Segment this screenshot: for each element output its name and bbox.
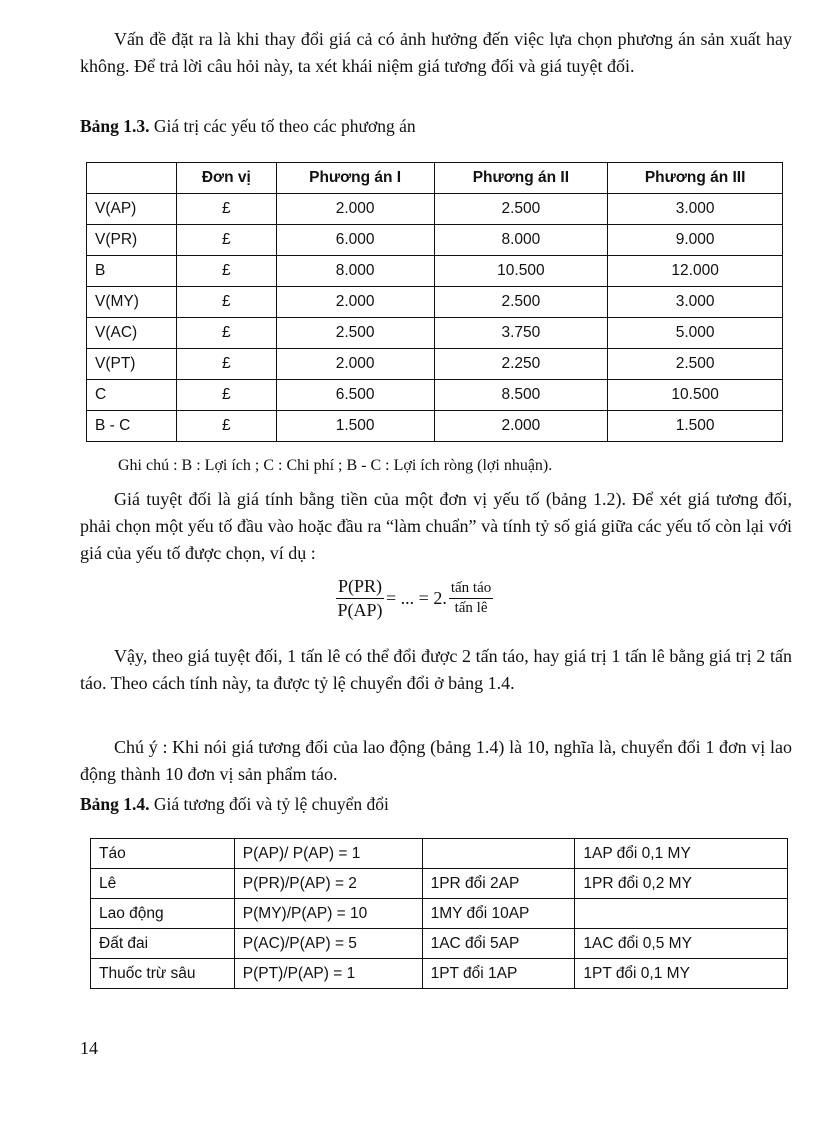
header-cell: Phương án I (276, 163, 434, 194)
value-cell: 3.750 (434, 318, 608, 349)
unit-cell: £ (176, 256, 276, 287)
row-label: V(PT) (87, 349, 177, 380)
row-label: Lê (91, 869, 235, 899)
table-1-4-caption-text: Giá tương đối và tỷ lệ chuyển đổi (149, 794, 389, 814)
table-row (91, 869, 788, 899)
table-1-3-caption (80, 116, 416, 137)
row-label: C (87, 380, 177, 411)
unit-cell: £ (176, 380, 276, 411)
unit-cell: £ (176, 318, 276, 349)
conversion-my-cell (575, 899, 788, 929)
conversion-cell: 1MY đổi 10AP (422, 899, 575, 929)
note-paragraph: Chú ý : Khi nói giá tương đối của lao động (bảng 1.4) là 10, nghĩa là, chuyển đổi 1 đơn vị lao động thành 10 đơn vị sản phẩm táo. (80, 737, 792, 784)
conversion-my-cell: 1AP đổi 0,1 MY (575, 839, 788, 869)
table-row (87, 225, 783, 256)
value-cell: 2.500 (276, 318, 434, 349)
table-1-3-caption-label: Bảng 1.3. (80, 116, 150, 136)
row-label: V(AP) (87, 194, 177, 225)
table-header-row (87, 163, 783, 194)
value-cell: 2.000 (434, 411, 608, 442)
value-cell: 12.000 (608, 256, 783, 287)
ratio-cell: P(PR)/P(AP) = 2 (234, 869, 422, 899)
table-row (91, 839, 788, 869)
page-number: 14 (80, 1038, 98, 1058)
table-1-3-note: Ghi chú : B : Lợi ích ; C : Chi phí ; B - C : Lợi ích ròng (lợi nhuận). (118, 457, 553, 474)
value-cell: 2.500 (434, 287, 608, 318)
row-label: Lao động (91, 899, 235, 929)
conversion-my-cell: 1AC đổi 0,5 MY (575, 929, 788, 959)
unit-cell: £ (176, 349, 276, 380)
value-cell: 10.500 (434, 256, 608, 287)
ratio-cell: P(AP)/ P(AP) = 1 (234, 839, 422, 869)
table-row (91, 899, 788, 929)
value-cell: 2.500 (434, 194, 608, 225)
unit-cell: £ (176, 194, 276, 225)
unit-cell: £ (176, 225, 276, 256)
table-row (87, 287, 783, 318)
conversion-cell: 1PR đổi 2AP (422, 869, 575, 899)
conversion-cell: 1AC đổi 5AP (422, 929, 575, 959)
conversion-paragraph: Vậy, theo giá tuyệt đối, 1 tấn lê có thể đổi được 2 tấn táo, hay giá trị 1 tấn lê bằng giá trị 2 tấn táo. Theo cách tính này, ta được tỷ lệ chuyển đổi ở bảng 1.4. (80, 646, 792, 693)
value-cell: 6.000 (276, 225, 434, 256)
table-row (87, 194, 783, 225)
conversion-my-cell: 1PR đổi 0,2 MY (575, 869, 788, 899)
formula-equals: = ... = 2. (386, 588, 447, 608)
price-ratio-fraction (336, 576, 384, 621)
value-cell: 2.000 (276, 349, 434, 380)
value-cell: 5.000 (608, 318, 783, 349)
header-cell: Đơn vị (176, 163, 276, 194)
table-row (87, 318, 783, 349)
table-row (91, 929, 788, 959)
value-cell: 1.500 (608, 411, 783, 442)
value-cell: 8.000 (276, 256, 434, 287)
conversion-cell (422, 839, 575, 869)
fraction-denominator: P(AP) (337, 600, 383, 620)
table-row (87, 349, 783, 380)
table-row (87, 256, 783, 287)
table-1-4-caption-label: Bảng 1.4. (80, 794, 150, 814)
conversion-my-cell: 1PT đổi 0,1 MY (575, 959, 788, 989)
table-1-4 (90, 838, 788, 989)
table-row (91, 959, 788, 989)
ratio-cell: P(AC)/P(AP) = 5 (234, 929, 422, 959)
value-cell: 3.000 (608, 194, 783, 225)
unit-cell: £ (176, 411, 276, 442)
header-cell: Phương án III (608, 163, 783, 194)
unit-cell: £ (176, 287, 276, 318)
value-cell: 9.000 (608, 225, 783, 256)
value-cell: 3.000 (608, 287, 783, 318)
row-label: Táo (91, 839, 235, 869)
fraction-numerator: tấn táo (449, 580, 493, 599)
fraction-denominator: tấn lê (454, 600, 488, 616)
value-cell: 1.500 (276, 411, 434, 442)
unit-ratio-fraction (449, 580, 493, 617)
table-1-4-caption (80, 794, 389, 815)
value-cell: 2.500 (608, 349, 783, 380)
row-label: Thuốc trừ sâu (91, 959, 235, 989)
value-cell: 8.000 (434, 225, 608, 256)
row-label: V(MY) (87, 287, 177, 318)
fraction-numerator: P(PR) (336, 576, 384, 599)
header-cell (87, 163, 177, 194)
row-label: V(AC) (87, 318, 177, 349)
table-1-3 (86, 162, 783, 442)
intro-paragraph: Vấn đề đặt ra là khi thay đổi giá cả có ảnh hưởng đến việc lựa chọn phương án sản xuất hay không. Để trả lời câu hỏi này, ta xét khái niệm giá tương đối và giá tuyệt đối. (80, 29, 792, 76)
relative-price-formula (336, 576, 493, 621)
value-cell: 2.250 (434, 349, 608, 380)
table-row (87, 411, 783, 442)
conversion-cell: 1PT đổi 1AP (422, 959, 575, 989)
row-label: V(PR) (87, 225, 177, 256)
value-cell: 2.000 (276, 194, 434, 225)
ratio-cell: P(PT)/P(AP) = 1 (234, 959, 422, 989)
row-label: B (87, 256, 177, 287)
header-cell: Phương án II (434, 163, 608, 194)
value-cell: 2.000 (276, 287, 434, 318)
absolute-price-paragraph: Giá tuyệt đối là giá tính bằng tiền của một đơn vị yếu tố (bảng 1.2). Để xét giá tương đối, phải chọn một yếu tố đầu vào hoặc đầu ra “làm chuẩn” và tính tỷ số giá giữa các yếu tố còn lại với giá của yếu tố được chọn, ví dụ : (80, 489, 792, 563)
row-label: B - C (87, 411, 177, 442)
ratio-cell: P(MY)/P(AP) = 10 (234, 899, 422, 929)
table-row (87, 380, 783, 411)
value-cell: 8.500 (434, 380, 608, 411)
table-1-3-caption-text: Giá trị các yếu tố theo các phương án (149, 116, 416, 136)
value-cell: 6.500 (276, 380, 434, 411)
row-label: Đất đai (91, 929, 235, 959)
value-cell: 10.500 (608, 380, 783, 411)
